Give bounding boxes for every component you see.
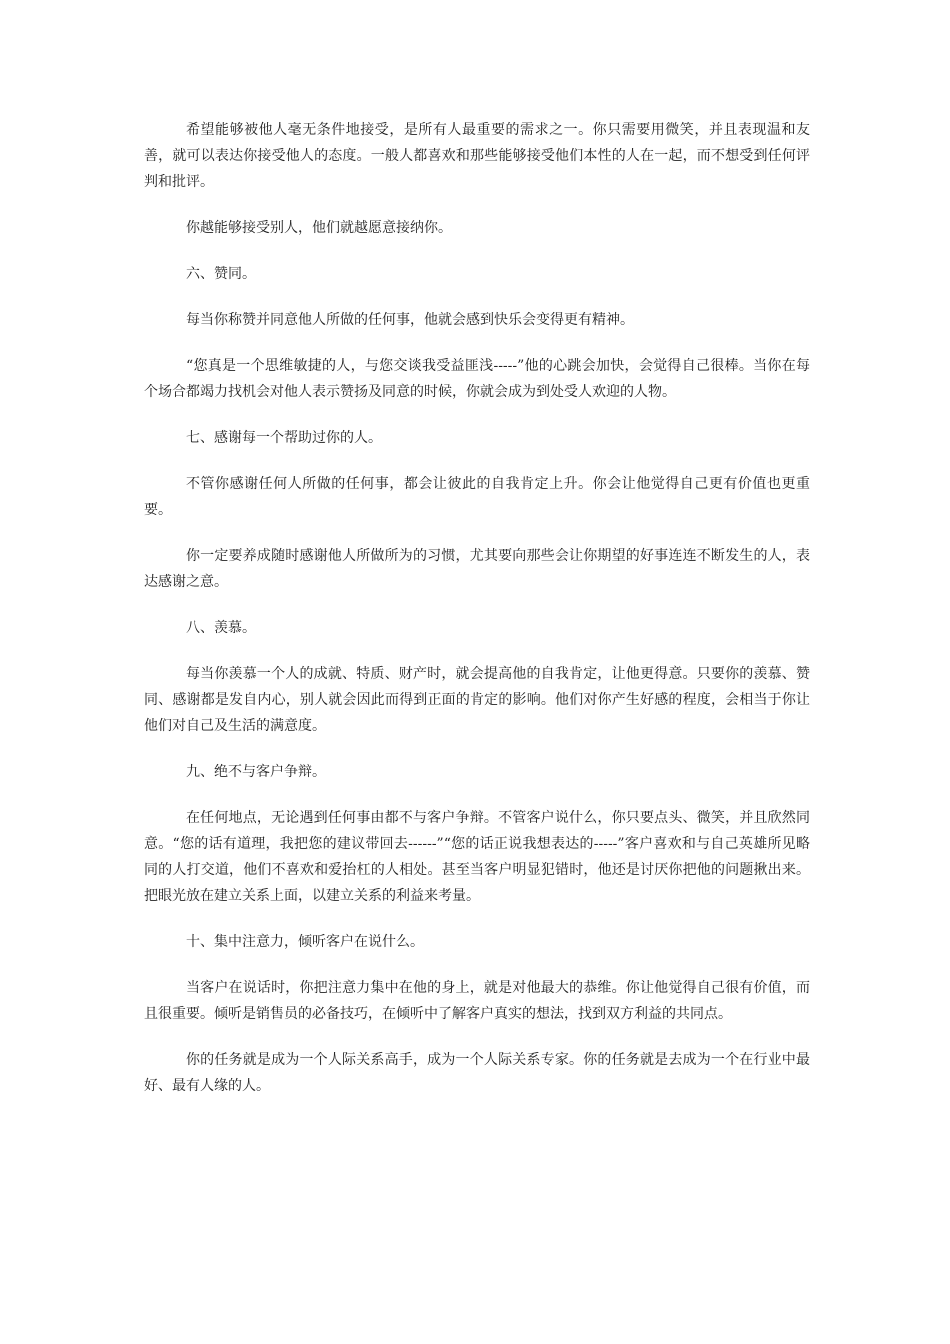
body-paragraph: 在任何地点，无论遇到任何事由都不与客户争辩。不管客户说什么，你只要点头、微笑，并且欣然同意。“您的话有道理，我把您的建议带回去------”“您的话正说我想表达的-----”客户喜欢和与自己英雄所见略同的人打交道，他们不喜欢和爱抬杠的人相处。甚至当客户明显犯错时，他还是讨厌你把他的问题揪出来。把眼光放在建立关系上面，以建立关系的利益来考量。 [144,810,810,904]
section-heading: 九、绝不与客户争辩。 [186,764,326,780]
body-paragraph: 每当你羡慕一个人的成就、特质、财产时，就会提高他的自我肯定，让他更得意。只要你的羡慕、赞同、感谢都是发自内心，别人就会因此而得到正面的肯定的影响。他们对你产生好感的程度，会相当于你让他们对自己及生活的满意度。 [144,666,810,734]
document-page [144,117,810,1119]
body-paragraph: 不管你感谢任何人所做的任何事，都会让彼此的自我肯定上升。你会让他觉得自己更有价值也更重要。 [144,476,810,518]
section-heading: 八、羡慕。 [186,620,256,636]
body-paragraph: 你一定要养成随时感谢他人所做所为的习惯，尤其要向那些会让你期望的好事连连不断发生的人，表达感谢之意。 [144,548,810,590]
body-paragraph: 每当你称赞并同意他人所做的任何事，他就会感到快乐会变得更有精神。 [186,312,634,328]
body-paragraph: 你的任务就是成为一个人际关系高手，成为一个人际关系专家。你的任务就是去成为一个在行业中最好、最有人缘的人。 [144,1052,810,1094]
section-heading: 十、集中注意力，倾听客户在说什么。 [186,934,424,950]
body-paragraph: 你越能够接受别人，他们就越愿意接纳你。 [186,220,452,236]
body-paragraph: 当客户在说话时，你把注意力集中在他的身上，就是对他最大的恭维。你让他觉得自己很有价值，而且很重要。倾听是销售员的必备技巧，在倾听中了解客户真实的想法，找到双方利益的共同点。 [144,980,810,1022]
section-heading: 六、赞同。 [186,266,256,282]
section-heading: 七、感谢每一个帮助过你的人。 [186,430,382,446]
body-paragraph: “您真是一个思维敏捷的人，与您交谈我受益匪浅-----”他的心跳会加快，会觉得自己很棒。当你在每个场合都竭力找机会对他人表示赞扬及同意的时候，你就会成为到处受人欢迎的人物。 [144,358,810,400]
body-paragraph: 希望能够被他人毫无条件地接受，是所有人最重要的需求之一。你只需要用微笑，并且表现温和友善，就可以表达你接受他人的态度。一般人都喜欢和那些能够接受他们本性的人在一起，而不想受到任何评判和批评。 [144,122,810,190]
